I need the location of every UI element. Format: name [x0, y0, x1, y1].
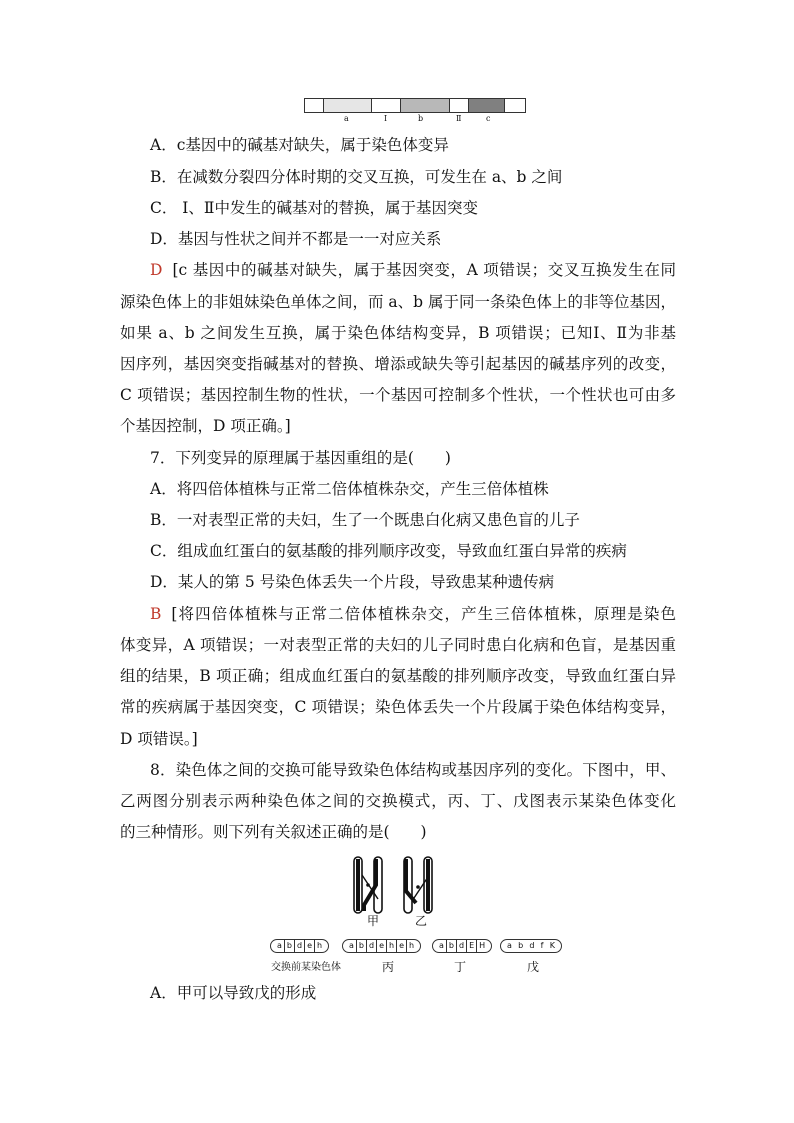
- gene-symbol: h: [408, 941, 415, 950]
- answer-letter: D: [150, 261, 163, 279]
- gene-label: Ⅱ: [456, 114, 462, 123]
- non-gene-segment: [304, 98, 323, 113]
- q8-option-a: A．甲可以导致戊的形成: [150, 984, 317, 1002]
- sequence-II-segment: [449, 98, 468, 113]
- figure-label-jia: 甲: [367, 914, 380, 928]
- caption-before-exchange: 交换前某染色体: [271, 962, 341, 973]
- gene-b-segment: [400, 98, 449, 113]
- gene-symbol: a: [275, 940, 285, 952]
- answer-letter: B: [150, 605, 162, 623]
- q6-option-b: B．在减数分裂四分体时期的交叉互换，可发生在 a、b 之间: [150, 168, 563, 186]
- q6-explanation-line: C 项错误；基因控制生物的性状，一个基因可控制多个性状，一个性状也可由多: [120, 386, 676, 404]
- gene-symbol: f: [540, 941, 544, 950]
- q7-explanation-line: 组的结果，B 项正确；组成血红蛋白的氨基酸的排列顺序改变，导致血红蛋白异: [120, 667, 676, 685]
- gene-symbol: E: [467, 940, 477, 952]
- gene-symbol: d: [367, 940, 377, 952]
- gene-labels: [304, 114, 526, 126]
- gene-label: b: [418, 114, 424, 123]
- q7-option-b: B．一对表型正常的夫妇，生了一个既患白化病又患色盲的儿子: [150, 511, 580, 529]
- chromosome-bing: [342, 939, 421, 953]
- q6-option-c: C． Ⅰ、Ⅱ中发生的碱基对的替换，属于基因突变: [150, 199, 478, 217]
- gene-symbol: e: [305, 940, 315, 952]
- q8-stem-line: 乙两图分别表示两种染色体之间的交换模式，丙、丁、戊图表示某染色体变化: [120, 792, 676, 810]
- gene-symbol: a: [507, 941, 512, 950]
- q7-explanation-line: [150, 603, 676, 625]
- q6-explanation-line: 个基因控制，D 项正确。]: [120, 417, 291, 435]
- chromosome-ding: [432, 939, 492, 953]
- gene-label: c: [486, 114, 491, 123]
- q6-explanation-line: 如果 a、b 之间发生互换，属于染色体结构变异，B 项错误；已知Ⅰ、Ⅱ为非基: [120, 324, 676, 342]
- caption-bing: 丙: [382, 960, 395, 974]
- chromosome-exchange-figure: [340, 855, 450, 915]
- q8-stem-line: 的三种情形。则下列有关叙述正确的是( ): [120, 823, 427, 841]
- q6-option-d: D．基因与性状之间并不都是一一对应关系: [150, 230, 442, 248]
- chromosome-wu: [500, 939, 562, 953]
- explanation-text: [c 基因中的碱基对缺失，属于基因突变，A 项错误；交叉互换发生在同: [172, 261, 676, 279]
- gene-label: a: [344, 114, 349, 123]
- sequence-I-segment: [371, 98, 400, 113]
- gene-symbol: H: [479, 941, 486, 950]
- q7-option-d: D．某人的第 5 号染色体丢失一个片段，导致患某种遗传病: [150, 573, 555, 591]
- gene-a-segment: [323, 98, 372, 113]
- gene-symbol: h: [316, 941, 323, 950]
- gene-symbol: b: [285, 940, 295, 952]
- gene-symbol: d: [457, 940, 467, 952]
- caption-wu: 戊: [527, 960, 540, 974]
- yi-figure: [404, 857, 432, 913]
- q7-explanation-line: 常的疾病属于基因突变，C 项错误；染色体丢失一个片段属于染色体结构变异，: [120, 698, 676, 716]
- q7-explanation-line: 体变异，A 项错误；一对表型正常的夫妇的儿子同时患白化病和色盲，是基因重: [120, 636, 676, 654]
- q6-option-a: A．c基因中的碱基对缺失，属于染色体变异: [150, 136, 449, 154]
- q7-option-a: A．将四倍体植株与正常二倍体植株杂交，产生三倍体植株: [150, 480, 549, 498]
- gene-c-segment: [468, 98, 505, 113]
- q8-stem-line: 8．染色体之间的交换可能导致染色体结构或基因序列的变化。下图中，甲、: [150, 761, 676, 779]
- non-gene-segment: [504, 98, 526, 113]
- q6-explanation-line: 因序列，基因突变指碱基对的替换、增添或缺失等引起基因的碱基序列的改变，: [120, 355, 676, 373]
- gene-symbol: e: [377, 940, 387, 952]
- q6-explanation-line: 源染色体上的非姐妹染色单体之间，而 a、b 属于同一条染色体上的非等位基因，: [120, 293, 677, 311]
- q6-explanation-line: [150, 259, 676, 281]
- figure-label-yi: 乙: [415, 914, 428, 928]
- gene-symbol: a: [437, 940, 447, 952]
- gene-symbol: e: [397, 940, 407, 952]
- chromosome-before-exchange: [270, 939, 329, 953]
- q7-stem: 7．下列变异的原理属于基因重组的是( ): [150, 449, 451, 467]
- q7-explanation-line: D 项错误。]: [120, 730, 198, 748]
- caption-ding: 丁: [454, 960, 467, 974]
- gene-symbol: d: [529, 941, 535, 950]
- q7-option-c: C．组成血红蛋白的氨基酸的排列顺序改变，导致血红蛋白异常的疾病: [150, 542, 627, 560]
- gene-symbol: b: [447, 940, 457, 952]
- gene-label: Ⅰ: [384, 114, 388, 123]
- gene-symbol: a: [347, 940, 357, 952]
- gene-symbol: b: [357, 940, 367, 952]
- gene-sequence-figure: [304, 98, 526, 113]
- gene-symbol: K: [549, 941, 555, 950]
- gene-symbol: h: [387, 940, 397, 952]
- jia-figure: [354, 857, 382, 913]
- gene-symbol: d: [295, 940, 305, 952]
- gene-symbol: b: [518, 941, 524, 950]
- explanation-text: [将四倍体植株与正常二倍体植株杂交，产生三倍体植株，原理是染色: [171, 605, 676, 623]
